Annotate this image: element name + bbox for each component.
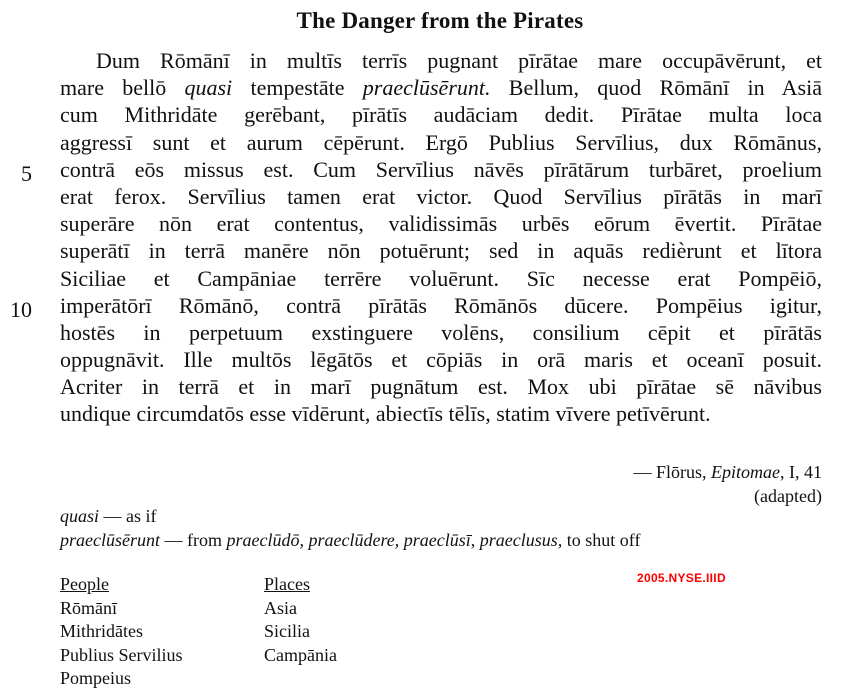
people-list (60, 573, 183, 691)
passage-line: Siciliae et Campāniae terrēre voluērunt. Sīc necesse erat Pompēiō, (60, 265, 822, 291)
list-item: Asia (264, 597, 297, 618)
exam-code-stamp: 2005.NYSE.IIID (637, 571, 726, 585)
places-heading: Places (264, 574, 310, 594)
list-item: Mithridātes (60, 621, 143, 641)
list-item: Campānia (264, 644, 337, 665)
glossary-definition: — as if (99, 506, 157, 526)
glossary (60, 505, 640, 552)
citation-ref: , I, 41 (780, 462, 822, 482)
passage-line: hostēs in perpetuum exstinguere volēns, consilium cēpit et pīrātās (60, 319, 822, 345)
glossary-entry-quasi (60, 505, 640, 529)
line-number-10: 10 (10, 296, 32, 322)
glossary-connector: — from (159, 529, 227, 550)
people-heading: People (60, 574, 109, 594)
passage-line: superātī in terrā manēre nōn potuērunt; sed in aquās redièrunt et lītora (60, 238, 822, 264)
citation (422, 460, 822, 508)
glossed-word: quasi (184, 75, 233, 101)
passage-line: erat ferox. Servīlius tamen erat victor. Quod Servīlius pīrātās in marī (60, 183, 822, 209)
citation-work: Epitomae (711, 462, 780, 482)
glossed-word: praeclūsērunt. (362, 75, 491, 101)
glossary-definition: to shut off (562, 529, 641, 550)
passage-line: mare bellō quasi tempestāte praeclūsērunt. Bellum, quod Rōmānī in Asiā (60, 75, 822, 101)
passage-line: undique circumdatōs esse vīdērunt, abiectīs tēlīs, statim vīvere petīvērunt. (60, 401, 711, 427)
passage-line: aggressī sunt et aurum cēpērunt. Ergō Publius Servīlius, dux Rōmānus, (60, 129, 822, 155)
glossary-term: quasi (60, 506, 100, 526)
glossary-term: praeclūsērunt (60, 529, 160, 550)
passage-line: cum Mithridāte gerēbant, pīrātīs audāciam dedit. Pīrātae multa loca (60, 102, 822, 128)
list-item: Publius Servilius (60, 644, 183, 665)
passage-line: superāre nōn erat contentus, validissimās urbēs eōrum ēvertit. Pīrātae (60, 211, 822, 237)
passage-line: contrā eōs missus est. Cum Servīlius nāvēs pīrātārum turbāret, proelium (60, 156, 822, 182)
glossary-principal-parts: praeclūdō, praeclūdere, praeclūsī, praeclusus, (226, 529, 563, 550)
glossary-entry-praeclusérunt (60, 529, 640, 553)
latin-passage (60, 47, 822, 428)
passage-line: Dum Rōmānī in multīs terrīs pugnant pīrātae mare occupāvērunt, et (96, 48, 822, 73)
places-list (264, 573, 337, 667)
passage-line: oppugnāvit. Ille multōs lēgātōs et cōpiās in orā maris et oceanī posuit. (60, 347, 822, 373)
list-item: Pompeius (60, 668, 132, 688)
passage-title: The Danger from the Pirates (296, 8, 584, 33)
line-number-5: 5 (21, 160, 32, 186)
citation-note: (adapted) (754, 486, 822, 506)
list-item: Rōmānī (60, 597, 117, 618)
passage-line: Acriter in terrā et in marī pugnātum est. Mox ubi pīrātae sē nāvibus (60, 374, 822, 400)
passage-line: imperātōrī Rōmānō, contrā pīrātās Rōmānōs dūcere. Pompēius igitur, (60, 292, 822, 318)
list-item: Sicilia (264, 621, 310, 641)
citation-prefix: — Flōrus, (633, 462, 711, 482)
